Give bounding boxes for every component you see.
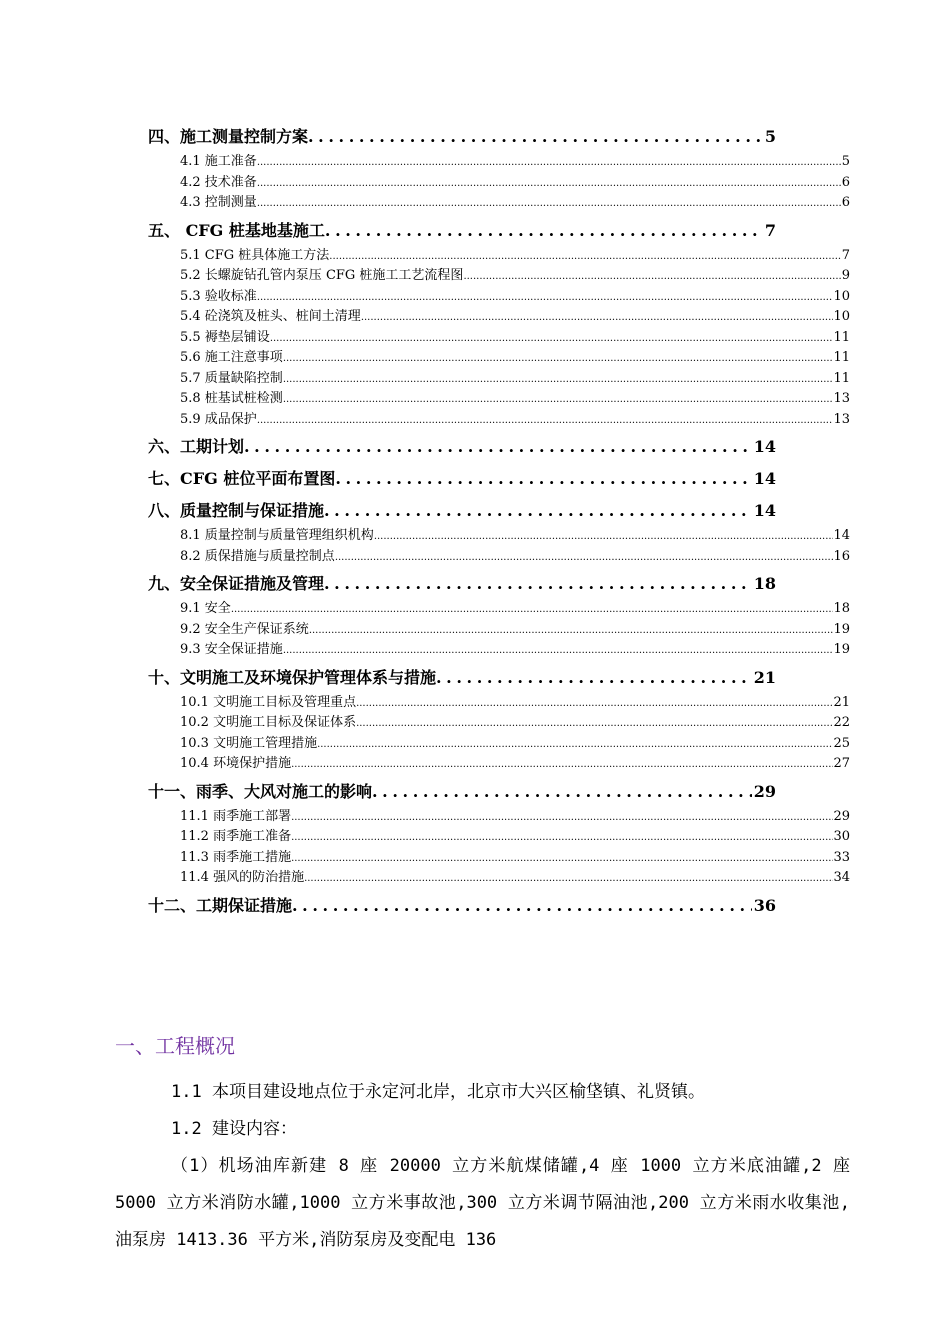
toc-section[interactable] (180, 287, 850, 308)
toc-chapter-label: 七、CFG 桩位平面布置图 (148, 469, 336, 488)
document-body (0, 1030, 950, 1259)
paragraph-content-detail: （1）机场油库新建 8 座 20000 立方米航煤储罐,4 座 1000 立方米底油罐,2 座 5000 立方米消防水罐,1000 立方米事故池,300 立方米调节隔油池,200 立方米雨水收集池,油泵房 1413.36 平方米,消防泵房及变配电 136 (115, 1156, 850, 1250)
toc-section-page-number: 7 (841, 247, 850, 263)
toc-section-page-number: 22 (833, 715, 850, 730)
toc-section[interactable] (180, 734, 850, 755)
toc-chapter-label: 十、文明施工及环境保护管理体系与措施 (148, 667, 437, 687)
toc-section[interactable] (180, 410, 850, 431)
toc-section-leader-dots (270, 329, 834, 349)
toc-chapter-label: 四、施工测量控制方案 (148, 127, 309, 146)
toc-chapter-label: 八、质量控制与保证措施 (148, 501, 325, 520)
toc-section-page-number: 21 (833, 694, 850, 710)
toc-section-page-number: 13 (833, 411, 850, 427)
toc-section[interactable] (180, 693, 850, 714)
toc-section-page-number: 19 (833, 621, 850, 637)
toc-section[interactable] (180, 348, 850, 369)
toc-section-label: 8.1 质量控制与质量管理组织机构 (180, 528, 374, 543)
toc-section[interactable] (180, 328, 850, 349)
toc-section-leader-dots (257, 174, 842, 194)
toc-section-label: 8.2 质保措施与质量控制点 (180, 548, 335, 564)
toc-chapter-page-number: 21 (753, 667, 776, 687)
toc-section-label: 5.7 质量缺陷控制 (180, 370, 283, 386)
toc-chapter[interactable] (148, 663, 776, 693)
toc-section-page-number: 11 (833, 329, 850, 345)
paragraph-content-title: 1.2 建设内容： (171, 1119, 297, 1139)
toc-chapter-page-number: 14 (753, 501, 776, 520)
toc-section-leader-dots (257, 153, 842, 173)
toc-section-page-number: 34 (833, 870, 850, 885)
toc-chapter[interactable] (148, 891, 776, 921)
toc-section[interactable] (180, 827, 850, 848)
toc-chapter-leader-dots (335, 464, 751, 494)
toc-section-label: 10.3 文明施工管理措施 (180, 735, 318, 751)
toc-section-label: 5.9 成品保护 (180, 411, 257, 427)
table-of-contents (0, 120, 950, 921)
toc-section-page-number: 9 (841, 268, 850, 283)
toc-section[interactable] (180, 547, 850, 568)
paragraph-location: 1.1 本项目建设地点位于永定河北岸，北京市大兴区榆垡镇、礼贤镇。 (171, 1082, 705, 1102)
toc-chapter[interactable] (148, 122, 776, 152)
toc-section-leader-dots (291, 808, 833, 828)
toc-section[interactable] (180, 526, 850, 547)
toc-section-page-number: 11 (833, 350, 850, 365)
toc-chapter-label: 十一、雨季、大风对施工的影响 (148, 781, 373, 801)
toc-section-label: 5.2 长螺旋钻孔管内泵压 CFG 桩施工工艺流程图 (180, 268, 464, 283)
toc-section-page-number: 29 (833, 808, 850, 824)
toc-section[interactable] (180, 848, 850, 869)
toc-section-label: 4.1 施工准备 (180, 154, 257, 169)
toc-section-page-number: 25 (833, 735, 850, 751)
toc-section-label: 5.5 褥垫层铺设 (180, 329, 270, 345)
toc-section-leader-dots (317, 735, 833, 755)
toc-section-leader-dots (291, 755, 833, 775)
toc-section-leader-dots (374, 527, 834, 547)
toc-section-page-number: 33 (833, 849, 850, 865)
toc-section-page-number: 30 (833, 829, 850, 844)
toc-section-page-number: 10 (833, 309, 850, 324)
toc-section[interactable] (180, 868, 850, 889)
toc-chapter-leader-dots (372, 777, 752, 807)
toc-chapter-leader-dots (292, 891, 752, 921)
toc-section-leader-dots (257, 288, 834, 308)
section-heading: 一、工程概况 (115, 1034, 235, 1058)
toc-section-label: 5.3 验收标准 (180, 288, 257, 304)
toc-chapter-leader-dots (436, 663, 752, 693)
toc-section[interactable] (180, 246, 850, 267)
toc-section-label: 4.3 控制测量 (180, 195, 257, 210)
toc-section-label: 9.1 安全 (180, 601, 231, 616)
toc-section[interactable] (180, 152, 850, 173)
toc-section-page-number: 16 (833, 548, 850, 564)
toc-chapter-page-number: 14 (753, 437, 776, 456)
toc-section-page-number: 6 (841, 174, 850, 190)
toc-section-label: 9.2 安全生产保证系统 (180, 621, 309, 637)
toc-section-label: 11.3 雨季施工措施 (180, 849, 292, 865)
toc-section[interactable] (180, 807, 850, 828)
toc-section-leader-dots (304, 869, 833, 889)
toc-section-leader-dots (291, 828, 833, 848)
toc-section-leader-dots (231, 600, 834, 620)
toc-section-label: 5.1 CFG 桩具体施工方法 (180, 247, 330, 263)
toc-chapter[interactable] (148, 496, 776, 526)
toc-section-page-number: 18 (833, 601, 850, 616)
toc-section-label: 5.8 桩基试桩检测 (180, 391, 283, 406)
toc-section-leader-dots (283, 349, 834, 369)
toc-section-page-number: 6 (841, 195, 850, 210)
toc-section[interactable] (180, 266, 850, 287)
toc-section-page-number: 14 (833, 528, 850, 543)
toc-section[interactable] (180, 369, 850, 390)
toc-section-leader-dots (291, 849, 833, 869)
toc-section-label: 11.2 雨季施工准备 (180, 829, 292, 844)
toc-chapter-label: 五、 CFG 桩基地基施工 (148, 220, 325, 240)
toc-section-leader-dots (361, 308, 834, 328)
toc-section-label: 4.2 技术准备 (180, 174, 257, 190)
toc-section-label: 9.3 安全保证措施 (180, 642, 283, 657)
toc-chapter-page-number: 36 (753, 895, 776, 915)
toc-chapter[interactable] (148, 432, 776, 462)
toc-section-label: 5.6 施工注意事项 (180, 350, 283, 365)
toc-section[interactable] (180, 640, 850, 661)
toc-section[interactable] (180, 599, 850, 620)
toc-chapter-leader-dots (324, 496, 752, 526)
toc-section-label: 10.2 文明施工目标及保证体系 (180, 715, 357, 730)
toc-section-page-number: 5 (841, 154, 850, 169)
toc-section-page-number: 13 (833, 391, 850, 406)
toc-section-leader-dots (283, 390, 834, 410)
toc-chapter-label: 九、安全保证措施及管理 (148, 574, 325, 593)
toc-section[interactable] (180, 173, 850, 194)
toc-section-leader-dots (283, 641, 834, 661)
toc-chapter-leader-dots (244, 432, 752, 462)
toc-section[interactable] (180, 307, 850, 328)
toc-section-leader-dots (356, 714, 833, 734)
toc-section[interactable] (180, 389, 850, 410)
toc-section-page-number: 27 (833, 756, 850, 771)
toc-section-label: 5.4 砼浇筑及桩头、桩间土清理 (180, 309, 361, 324)
toc-section-label: 11.1 雨季施工部署 (180, 808, 292, 824)
toc-section-leader-dots (257, 411, 834, 431)
toc-chapter-leader-dots (324, 569, 752, 599)
toc-chapter[interactable] (148, 569, 776, 599)
toc-section-page-number: 19 (833, 642, 850, 657)
toc-chapter[interactable] (148, 777, 776, 807)
toc-chapter-leader-dots (308, 122, 763, 152)
toc-chapter-label: 六、工期计划 (148, 437, 245, 456)
toc-section-label: 10.1 文明施工目标及管理重点 (180, 694, 357, 710)
toc-section-page-number: 10 (833, 288, 850, 304)
toc-section-page-number: 11 (833, 370, 850, 386)
toc-section[interactable] (180, 620, 850, 641)
toc-section-leader-dots (309, 621, 834, 641)
toc-section-leader-dots (283, 370, 834, 390)
toc-section-leader-dots (335, 548, 834, 568)
toc-chapter-page-number: 29 (753, 781, 776, 801)
toc-chapter-label: 十二、工期保证措施 (148, 895, 293, 915)
toc-chapter-leader-dots (325, 216, 763, 246)
toc-section-label: 11.4 强风的防治措施 (180, 870, 305, 885)
toc-section[interactable] (180, 754, 850, 775)
toc-section-leader-dots (356, 694, 833, 714)
toc-chapter-page-number: 5 (764, 127, 776, 146)
toc-chapter[interactable] (148, 216, 776, 246)
toc-section-label: 10.4 环境保护措施 (180, 756, 292, 771)
toc-section-leader-dots (329, 247, 841, 267)
toc-chapter-page-number: 14 (753, 469, 776, 488)
toc-section[interactable] (180, 713, 850, 734)
toc-chapter-page-number: 7 (764, 220, 776, 240)
toc-section[interactable] (180, 193, 850, 214)
toc-chapter[interactable] (148, 464, 776, 494)
toc-chapter-page-number: 18 (753, 574, 776, 593)
toc-section-leader-dots (463, 267, 841, 287)
toc-section-leader-dots (257, 194, 842, 214)
